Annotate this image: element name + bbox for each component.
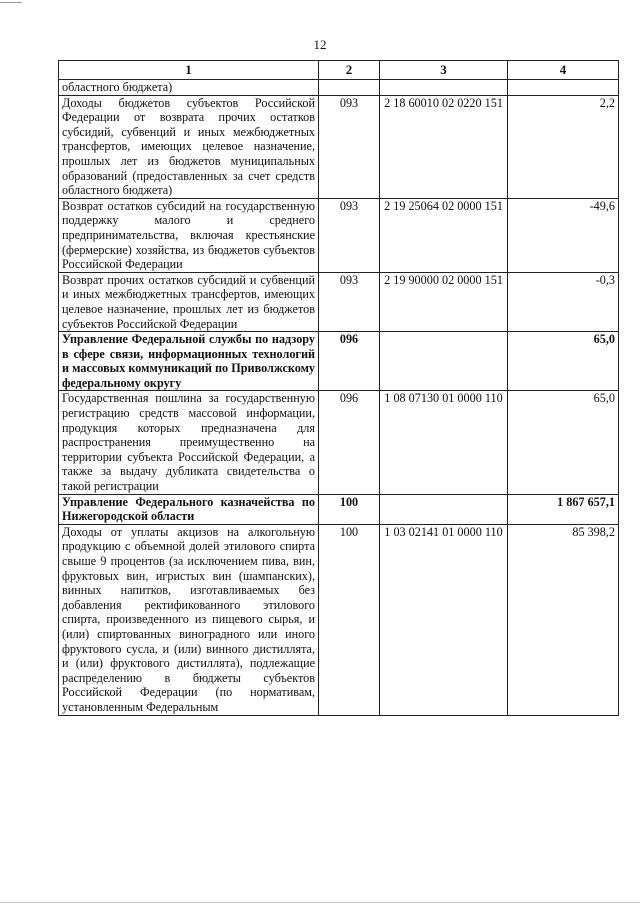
header-col-2: 2 [319, 61, 380, 80]
row-description-text: Возврат остатков субсидий на государственную поддержку малого и среднего предпринимательства, включая крестьянские (фермерские) хозяйства, из бюджетов субъектов Российской Федерации [62, 198, 315, 272]
row-amount: 65,0 [508, 391, 619, 494]
table-row [59, 80, 619, 96]
row-amount: 1 867 657,1 [508, 494, 619, 524]
table-row [59, 198, 619, 272]
table-body [59, 80, 619, 716]
row-budget-code-text: 2 19 25064 02 0000 151 [384, 198, 503, 213]
row-description [59, 524, 319, 715]
row-description [59, 198, 319, 272]
row-admin-code [319, 272, 380, 331]
page-number: 12 [313, 37, 327, 52]
row-admin-code [319, 80, 380, 96]
row-description-text: Доходы от уплаты акцизов на алкогольную продукцию с объемной долей этилового спирта свыше 9 процентов (за исключением пива, вин, фруктовых вин, игристых вин (шампанских), винных напитков, изготавливаемых без добавления ректификованного этилового спирта, произведенного из пищевого сырья, и (или) спиртованных виноградного или иного фруктового сусла, и (или) винного дистиллята, и (или) фруктового дистиллята), подлежащие распределению в бюджеты субъектов Российской Федерации (по нормативам, установленным Федеральным [62, 524, 315, 714]
table-row [59, 272, 619, 331]
table-row [59, 391, 619, 494]
row-budget-code [380, 494, 508, 524]
row-admin-code-text: 093 [339, 198, 359, 213]
row-admin-code [319, 391, 380, 494]
row-admin-code-text: 100 [339, 494, 359, 509]
table-row-organization [59, 332, 619, 391]
row-budget-code [380, 80, 508, 96]
header-col-3: 3 [380, 61, 508, 80]
table-row [59, 95, 619, 198]
row-description-text: Доходы бюджетов субъектов Российской Федерации от возврата прочих остатков субсидий, субвенций и иных межбюджетных трансфертов, имеющих целевое назначение, прошлых лет из бюджетов муниципальных образований (предоставленных за счет средств областного бюджета) [62, 95, 315, 198]
scan-artifact-bottom [0, 902, 640, 903]
row-budget-code [380, 391, 508, 494]
row-description [59, 391, 319, 494]
row-description [59, 272, 319, 331]
row-budget-code [380, 332, 508, 391]
row-admin-code-text: 096 [339, 332, 359, 347]
row-description-text: Управление Федеральной службы по надзору в сфере связи, информационных технологий и массовых коммуникаций по Приволжскому федеральному округу [62, 332, 315, 390]
row-admin-code [319, 332, 380, 391]
row-budget-code-text: 1 08 07130 01 0000 110 [384, 391, 503, 406]
row-admin-code [319, 95, 380, 198]
row-amount: 65,0 [508, 332, 619, 391]
row-admin-code [319, 524, 380, 715]
scan-artifact-top [0, 2, 22, 3]
row-budget-code [380, 272, 508, 331]
table-row-organization [59, 494, 619, 524]
row-description-text: Управление Федерального казначейства по Нижегородской области [62, 494, 315, 524]
row-admin-code [319, 198, 380, 272]
header-col-4: 4 [508, 61, 619, 80]
table-row [59, 524, 619, 715]
row-amount: -0,3 [508, 272, 619, 331]
row-budget-code-text: 2 18 60010 02 0220 151 [384, 95, 503, 110]
row-description-text: Возврат прочих остатков субсидий и субвенций и иных межбюджетных трансфертов, имеющих целевое назначение, прошлых лет из бюджетов субъектов Российской Федерации [62, 272, 315, 331]
row-description-text: Государственная пошлина за государственную регистрацию средств массовой информации, продукция которых предназначена для распространения преимущественно на территории субъекта Российской Федерации, а также за выдачу дубликата свидетельства о такой регистрации [62, 391, 315, 494]
row-amount: 85 398,2 [508, 524, 619, 715]
row-admin-code-text: 093 [339, 272, 359, 287]
row-description [59, 80, 319, 96]
row-admin-code-text: 093 [339, 95, 359, 110]
row-budget-code [380, 198, 508, 272]
row-admin-code [319, 494, 380, 524]
row-amount: 2,2 [508, 95, 619, 198]
row-admin-code-text: 096 [339, 391, 359, 406]
row-admin-code-text: 100 [339, 524, 359, 539]
row-budget-code [380, 524, 508, 715]
row-budget-code [380, 95, 508, 198]
row-description-text: областного бюджета) [62, 80, 173, 94]
row-description [59, 494, 319, 524]
table-header [59, 61, 619, 80]
header-col-1: 1 [59, 61, 319, 80]
row-budget-code-text: 2 19 90000 02 0000 151 [384, 272, 503, 287]
row-description [59, 332, 319, 391]
row-description [59, 95, 319, 198]
row-budget-code-text: 1 03 02141 01 0000 110 [384, 524, 503, 539]
budget-table [58, 60, 619, 716]
row-amount: -49,6 [508, 198, 619, 272]
row-amount [508, 80, 619, 96]
